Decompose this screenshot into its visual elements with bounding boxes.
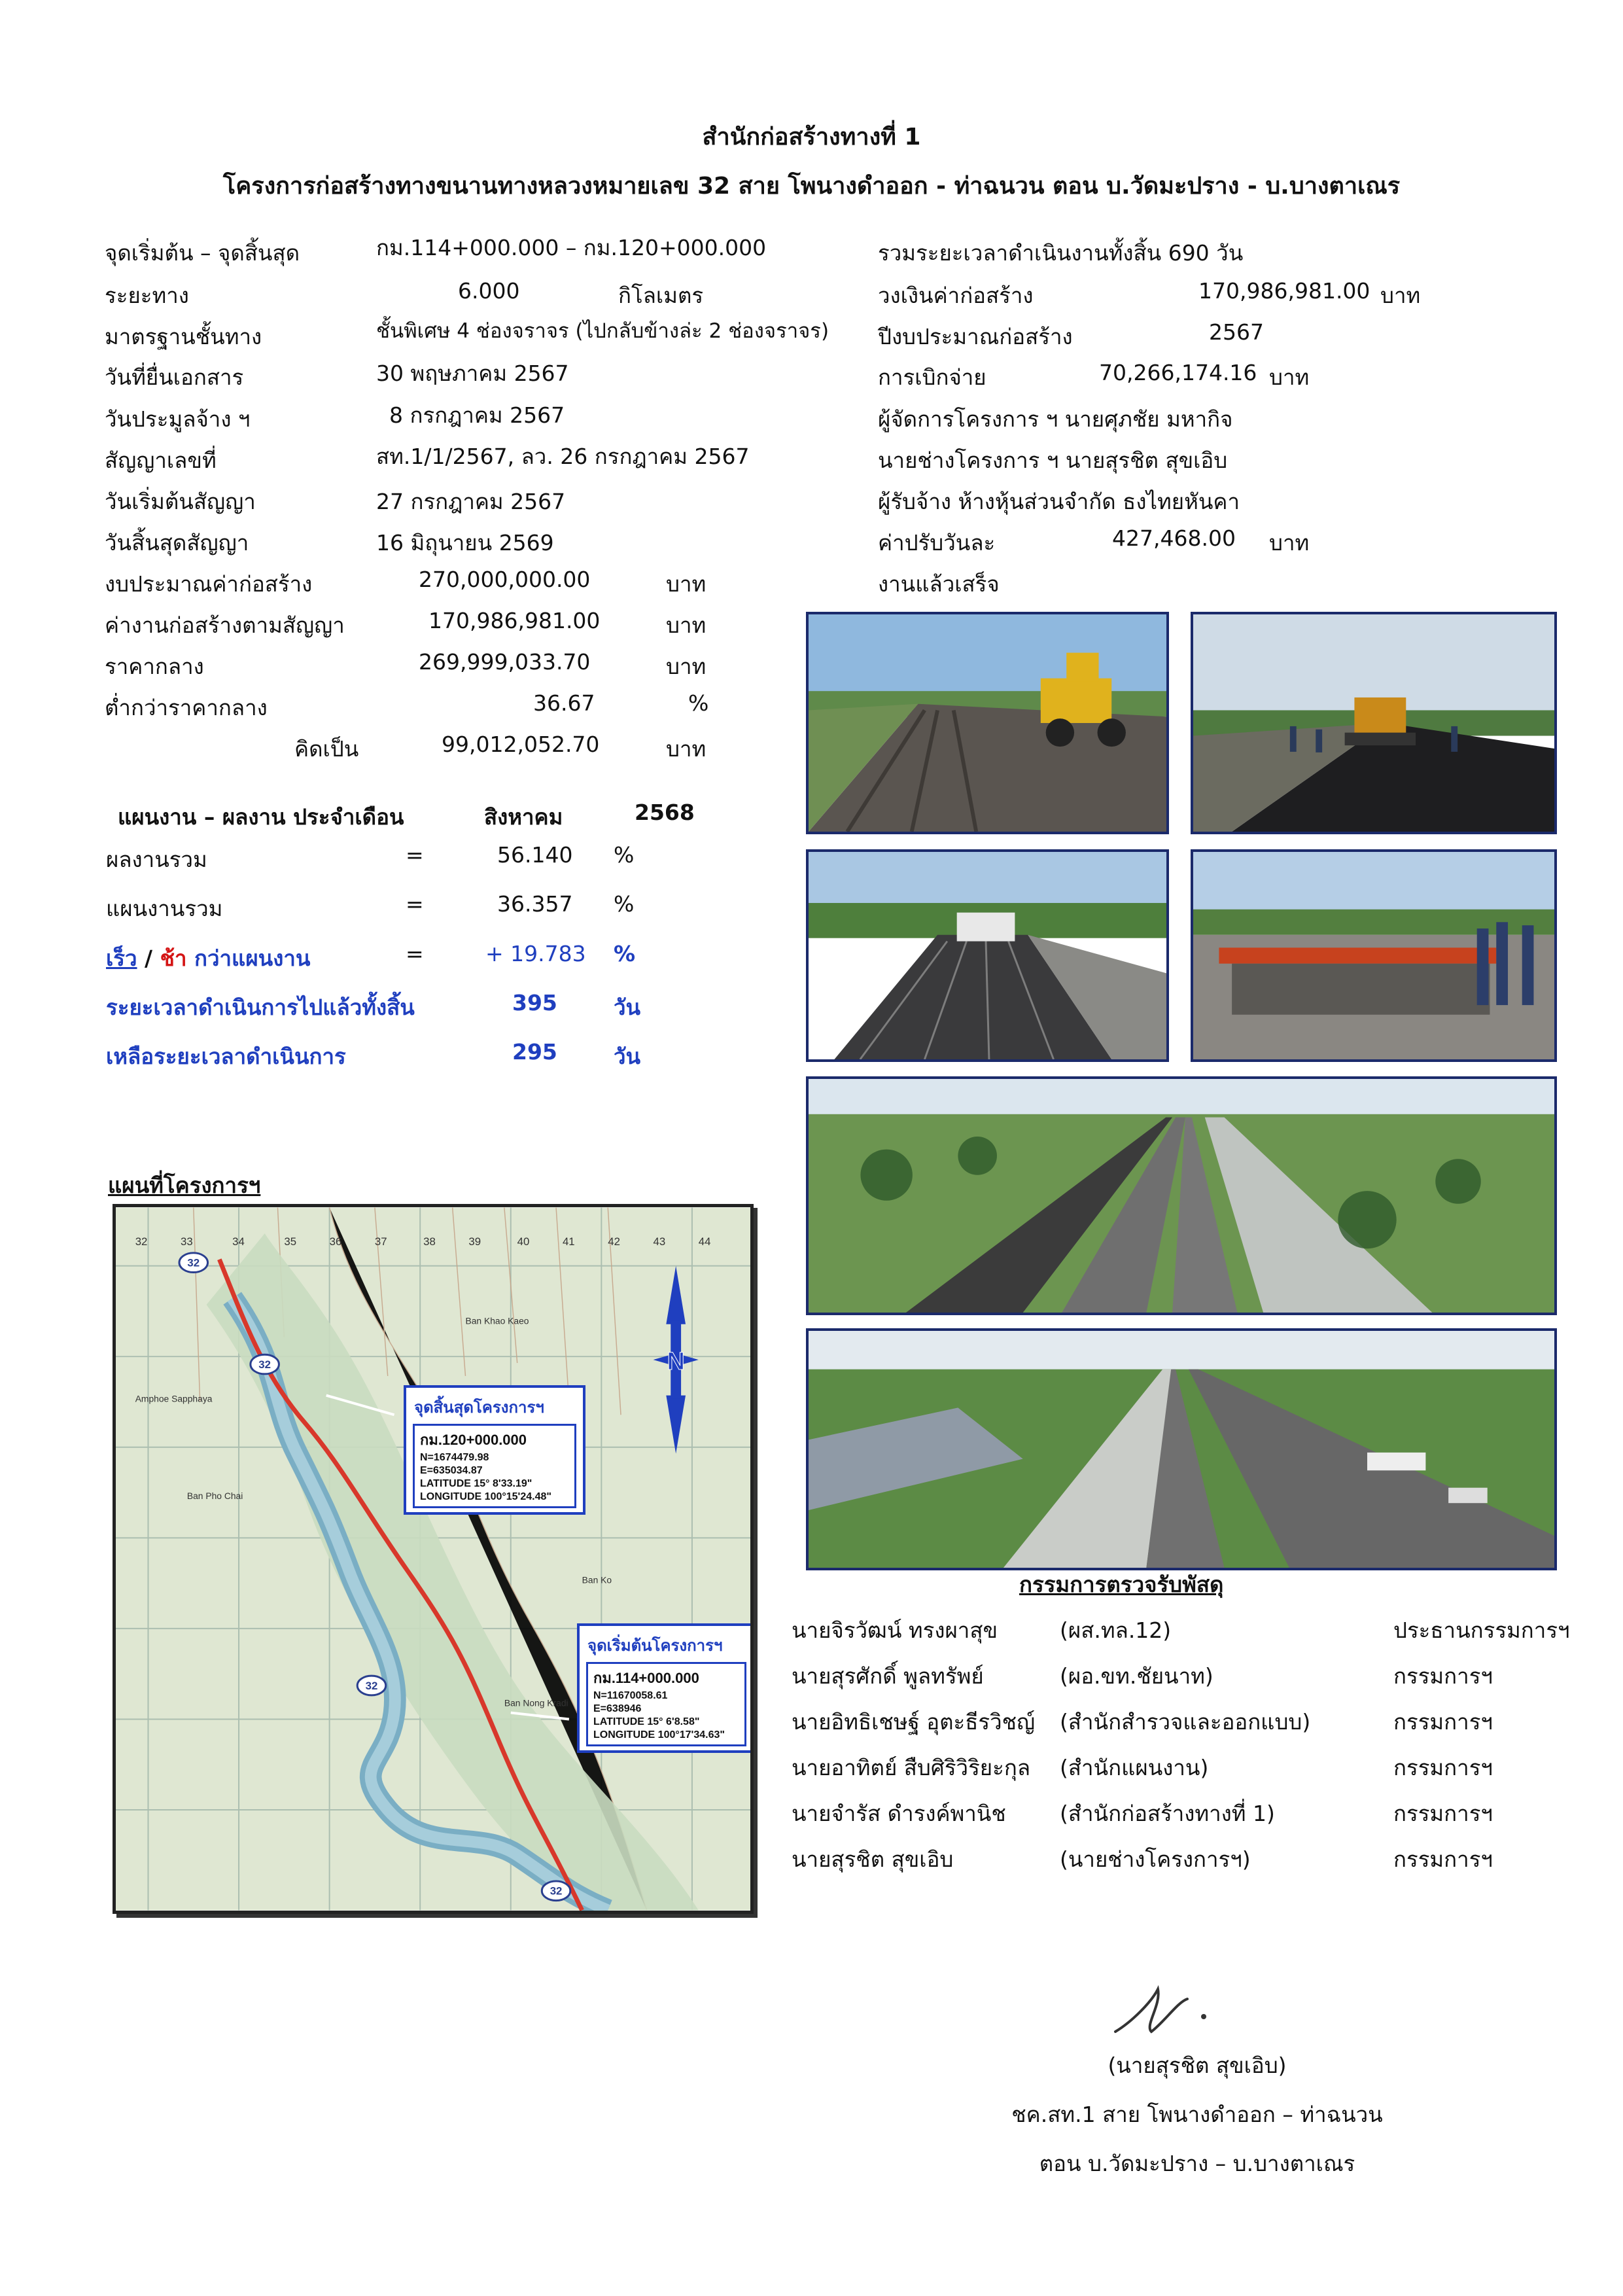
contractor-text: ผู้รับจ้าง ห้างหุ้นส่วนจำกัด ธงไทยหันคา <box>878 489 1240 514</box>
member-role: กรรมการฯ <box>1393 1663 1493 1689</box>
end-point-callout <box>404 1385 585 1515</box>
info-value: สท.1/1/2567, ลว. 26 กรกฎาคม 2567 <box>376 444 750 469</box>
money-value: 99,012,052.70 <box>442 732 600 757</box>
end-km: กม.120+000.000 <box>420 1432 527 1448</box>
photo-grader <box>806 612 1169 834</box>
money-unit: % <box>688 690 709 716</box>
elapsed-label: ระยะเวลาดำเนินการไปแล้วทั้งสิ้น <box>106 995 415 1020</box>
disburse-label: การเบิกจ่าย <box>878 364 986 390</box>
start-point-callout <box>577 1623 754 1753</box>
photo-paver-image <box>1193 614 1554 832</box>
done-label: งานแล้วเสร็จ <box>878 571 1000 597</box>
route-shield: 32 <box>187 1256 200 1269</box>
grid-label: 40 <box>517 1235 530 1248</box>
grid-label: 32 <box>135 1235 148 1248</box>
disburse-unit: บาท <box>1269 364 1310 390</box>
member-org: (สำนักสำรวจและออกแบบ) <box>1060 1709 1311 1735</box>
money-value: 270,000,000.00 <box>419 567 591 592</box>
disburse-value: 70,266,174.16 <box>1099 360 1257 385</box>
end-e: E=635034.87 <box>420 1465 483 1476</box>
money-label: ราคากลาง <box>105 654 204 679</box>
end-title: จุดสิ้นสุดโครงการฯ <box>414 1399 544 1417</box>
info-value: กม.114+000.000 – กม.120+000.000 <box>376 235 767 260</box>
info-label: มาตรฐานชั้นทาง <box>105 324 262 349</box>
member-name: นายจิรวัฒน์ ทรงผาสุข <box>792 1617 998 1643</box>
signer-line2: ตอน บ.วัดมะปราง – บ.บางตาเณร <box>1039 2151 1355 2176</box>
signature-mark <box>1106 1976 1236 2044</box>
money-unit: บาท <box>666 736 707 762</box>
money-label: ค่างานก่อสร้างตามสัญญา <box>105 612 345 638</box>
north-label: N <box>667 1347 685 1375</box>
photo-concrete-image <box>809 852 1166 1059</box>
progress-heading: แผนงาน – ผลงาน ประจำเดือน <box>118 804 404 830</box>
actual-value: 56.140 <box>497 842 573 868</box>
photo-aerial-1-image <box>809 1079 1554 1313</box>
member-role: กรรมการฯ <box>1393 1846 1493 1872</box>
grid-label: 42 <box>608 1235 620 1248</box>
member-role: กรรมการฯ <box>1393 1755 1493 1780</box>
end-lon: LONGITUDE 100°15'24.48" <box>420 1491 551 1502</box>
money-value: 170,986,981.00 <box>428 608 601 633</box>
place-label: Amphoe Sapphaya <box>135 1393 213 1404</box>
info-label: สัญญาเลขที่ <box>105 448 217 473</box>
photo-grader-image <box>809 614 1166 832</box>
vs-plan-text: กว่าแผนงาน <box>186 945 311 971</box>
manager-text: ผู้จัดการโครงการ ฯ นายศุภชัย มหากิจ <box>878 406 1233 432</box>
grid-label: 43 <box>653 1235 666 1248</box>
fast-slow-label <box>106 941 310 976</box>
budget-label: วงเงินค่าก่อสร้าง <box>878 283 1034 308</box>
fine-label: ค่าปรับวันละ <box>878 530 996 556</box>
member-org: (สำนักก่อสร้างทางที่ 1) <box>1060 1801 1275 1826</box>
photo-paver <box>1191 612 1557 834</box>
member-role: กรรมการฯ <box>1393 1801 1493 1826</box>
member-org: (สำนักแผนงาน) <box>1060 1755 1209 1780</box>
money-unit: บาท <box>666 654 707 679</box>
fiscal-value: 2567 <box>1209 319 1264 345</box>
grid-label: 38 <box>423 1235 436 1248</box>
start-km: กม.114+000.000 <box>593 1670 699 1686</box>
signature-image <box>1106 1976 1236 2041</box>
grid-label: 36 <box>329 1235 342 1248</box>
money-unit: บาท <box>666 612 707 638</box>
map-image <box>116 1207 750 1911</box>
member-name: นายอาทิตย์ สืบศิริวิริยะกุล <box>792 1755 1031 1780</box>
fiscal-label: ปีงบประมาณก่อสร้าง <box>878 324 1073 349</box>
grid-label: 35 <box>284 1235 297 1248</box>
member-role: กรรมการฯ <box>1393 1709 1493 1735</box>
member-role: ประธานกรรมการฯ <box>1393 1617 1570 1643</box>
photo-concrete <box>806 849 1169 1062</box>
actual-label: ผลงานรวม <box>106 847 207 872</box>
member-name: นายอิทธิเชษฐ์ อุตะธีรวิชญ์ <box>792 1709 1036 1735</box>
budget-unit: บาท <box>1380 283 1421 308</box>
info-label: วันประมูลจ้าง ฯ <box>105 406 251 432</box>
start-lat: LATITUDE 15° 6'8.58" <box>593 1716 700 1727</box>
info-label: จุดเริ่มต้น – จุดสิ้นสุด <box>105 240 300 266</box>
map-heading: แผนที่โครงการฯ <box>108 1173 261 1198</box>
grid-label: 44 <box>698 1235 711 1248</box>
start-lon: LONGITUDE 100°17'34.63" <box>593 1729 725 1740</box>
money-value: 269,999,033.70 <box>419 649 591 675</box>
place-label: Ban Khao Kaeo <box>465 1315 529 1326</box>
member-name: นายสุรชิต สุขเอิบ <box>792 1846 954 1872</box>
money-label: ต่ำกว่าราคากลาง <box>105 695 268 720</box>
grid-label: 39 <box>468 1235 481 1248</box>
member-name: นายจำรัส ดำรงค์พานิช <box>792 1801 1006 1826</box>
photo-aerial-1 <box>806 1076 1557 1315</box>
engineer-text: นายช่างโครงการ ฯ นายสุรชิต สุขเอิบ <box>878 448 1228 473</box>
fast-text: เร็ว <box>106 945 137 971</box>
grid-label: 37 <box>374 1235 387 1248</box>
diff-value: + 19.783 <box>485 941 586 966</box>
slash-text: / <box>137 945 160 971</box>
end-n: N=1674479.98 <box>420 1452 489 1463</box>
plan-label: แผนงานรวม <box>106 896 223 921</box>
grid-label: 41 <box>562 1235 575 1248</box>
signer-line1: ชค.สท.1 สาย โพนางดำออก – ท่าฉนวน <box>1011 2102 1383 2127</box>
place-label: Ban Pho Chai <box>186 1490 243 1501</box>
info-value: 8 กรกฎาคม 2567 <box>389 402 565 428</box>
route-shield: 32 <box>258 1358 271 1371</box>
route-shield: 32 <box>550 1884 563 1898</box>
info-value: 30 พฤษภาคม 2567 <box>376 361 569 386</box>
place-label: Ban Nong Kradi <box>504 1697 568 1708</box>
elapsed-value: 395 <box>512 990 557 1016</box>
project-title: โครงการก่อสร้างทางขนานทางหลวงหมายเลข 32 สาย โพนางดำออก - ท่าฉนวน ตอน บ.วัดมะปราง - บ.บางตาเณร <box>222 173 1401 200</box>
info-label: วันสิ้นสุดสัญญา <box>105 530 249 556</box>
start-n: N=11670058.61 <box>593 1690 668 1701</box>
eq-sign: = <box>406 941 424 966</box>
photo-aerial-2 <box>806 1328 1557 1570</box>
remain-label: เหลือระยะเวลาดำเนินการ <box>106 1044 346 1069</box>
info-label: ระยะทาง <box>105 283 189 308</box>
fine-value: 427,468.00 <box>1112 525 1236 551</box>
pct-sign: % <box>614 891 635 917</box>
day-unit: วัน <box>614 1044 641 1069</box>
end-detail-box <box>413 1424 576 1508</box>
project-map <box>113 1204 754 1914</box>
photo-workers-image <box>1193 852 1554 1059</box>
budget-value: 170,986,981.00 <box>1198 278 1370 304</box>
info-value: 27 กรกฎาคม 2567 <box>376 489 566 514</box>
info-value: ชั้นพิเศษ 4 ช่องจราจร (ไปกลับข้างล่ะ 2 ช่องจราจร) <box>376 319 829 343</box>
start-detail-box <box>586 1662 746 1746</box>
money-unit: บาท <box>666 571 707 597</box>
remain-value: 295 <box>512 1039 557 1065</box>
fine-unit: บาท <box>1269 530 1310 556</box>
member-org: (ผอ.ขท.ชัยนาท) <box>1060 1663 1213 1689</box>
grid-label: 33 <box>180 1235 193 1248</box>
start-e: E=638946 <box>593 1703 642 1714</box>
photo-aerial-2-image <box>809 1331 1554 1568</box>
progress-year: 2568 <box>635 800 695 825</box>
signer-name: (นายสุรชิต สุขเอิบ) <box>1108 2053 1287 2078</box>
place-label: Ban Ko <box>582 1574 612 1585</box>
route-shield: 32 <box>365 1679 378 1692</box>
eq-sign: = <box>406 842 424 868</box>
committee-heading: กรรมการตรวจรับพัสดุ <box>1019 1572 1224 1597</box>
info-value: 6.000 <box>458 278 520 304</box>
progress-month: สิงหาคม <box>484 804 563 830</box>
money-label: งบประมาณค่าก่อสร้าง <box>105 571 313 597</box>
member-org: (นายช่างโครงการฯ) <box>1060 1846 1251 1872</box>
photo-workers <box>1191 849 1557 1062</box>
pct-sign: % <box>614 842 635 868</box>
start-title: จุดเริ่มต้นโครงการฯ <box>587 1637 723 1655</box>
end-lat: LATITUDE 15° 8'33.19" <box>420 1478 532 1489</box>
duration-text: รวมระยะเวลาดำเนินงานทั้งสิ้น 690 วัน <box>878 240 1244 266</box>
member-org: (ผส.ทล.12) <box>1060 1617 1172 1643</box>
info-label: วันเริ่มต้นสัญญา <box>105 489 256 514</box>
money-value: 36.67 <box>533 690 595 716</box>
slow-text: ช้า <box>160 945 187 971</box>
money-label: คิดเป็น <box>294 736 359 762</box>
info-label: วันที่ยื่นเอกสาร <box>105 364 244 390</box>
pct-sign: % <box>614 941 636 966</box>
info-value: 16 มิถุนายน 2569 <box>376 530 554 556</box>
info-unit: กิโลเมตร <box>618 283 704 308</box>
grid-label: 34 <box>232 1235 245 1248</box>
eq-sign: = <box>406 891 424 917</box>
day-unit: วัน <box>614 995 641 1020</box>
member-name: นายสุรศักดิ์ พูลทรัพย์ <box>792 1663 984 1689</box>
office-title: สำนักก่อสร้างทางที่ 1 <box>702 124 921 150</box>
plan-value: 36.357 <box>497 891 573 917</box>
